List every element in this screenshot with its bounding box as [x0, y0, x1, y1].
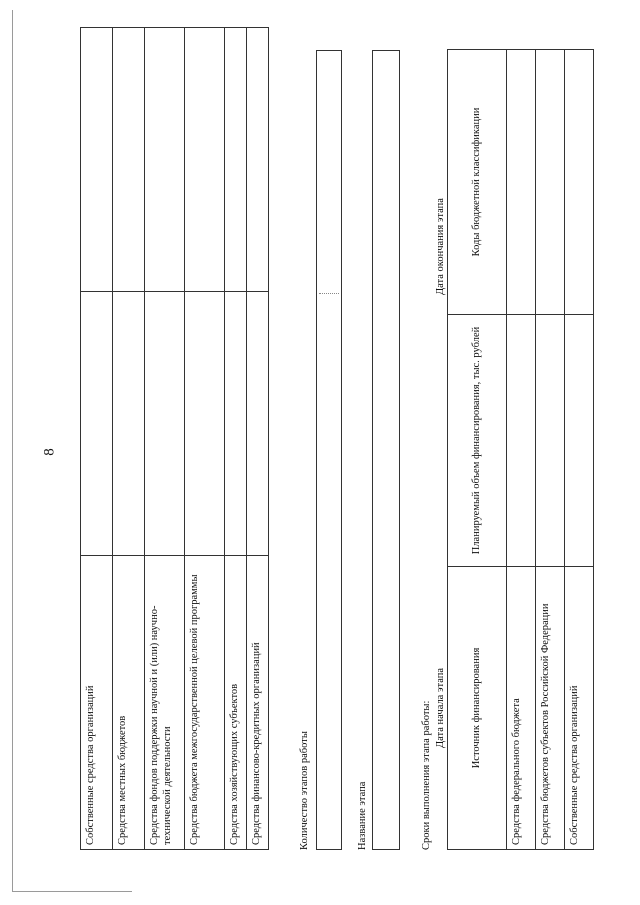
rotated-form-content — [80, 50, 600, 850]
table-cell[interactable] — [507, 50, 536, 315]
table-cell[interactable] — [81, 292, 113, 556]
table-row — [145, 28, 185, 850]
stages-count-field[interactable] — [316, 50, 342, 850]
table-cell[interactable] — [145, 292, 185, 556]
table-cell[interactable] — [565, 50, 594, 315]
row-label: Средства бюджета межгосударственной целевой программы — [185, 556, 225, 850]
bottom-rule — [12, 891, 132, 892]
row-label: Средства финансово-кредитных организаций — [247, 556, 269, 850]
stage-name-label: Название этапа — [357, 781, 368, 850]
table-row — [81, 28, 113, 850]
table-cell[interactable] — [536, 315, 565, 567]
funding-table — [447, 49, 594, 850]
date-end-label: Дата окончания этапа — [435, 198, 446, 295]
table-row — [247, 28, 269, 850]
column-header: Источник финансирования — [448, 567, 507, 850]
table-row — [507, 50, 536, 850]
row-label: Собственные средства организаций — [81, 556, 113, 850]
row-label: Собственные средства организаций — [565, 567, 594, 850]
column-header: Коды бюджетной классификации — [448, 50, 507, 315]
table-cell[interactable] — [113, 28, 145, 292]
sources-table — [80, 27, 269, 850]
table-cell[interactable] — [247, 292, 269, 556]
table-row — [225, 28, 247, 850]
row-label: Средства фондов поддержки научной и (или) научно-технической деятельности — [145, 556, 185, 850]
table-cell[interactable] — [113, 292, 145, 556]
table-cell[interactable] — [225, 28, 247, 292]
table-cell[interactable] — [225, 292, 247, 556]
table-cell[interactable] — [247, 28, 269, 292]
column-header: Планируемый объем финансирования, тыс. рублей — [448, 315, 507, 567]
row-label: Средства бюджетов субъектов Российской Федерации — [536, 567, 565, 850]
stage-name-field[interactable] — [372, 50, 400, 850]
table-row — [565, 50, 594, 850]
date-start-label: Дата начала этапа — [435, 668, 446, 748]
row-label: Средства хозяйствующих субъектов — [225, 556, 247, 850]
table-cell[interactable] — [185, 292, 225, 556]
table-header-row — [448, 50, 507, 850]
table-row — [113, 28, 145, 850]
row-label: Средства федерального бюджета — [507, 567, 536, 850]
table-row — [536, 50, 565, 850]
stages-count-label: Количество этапов работы — [299, 731, 310, 850]
table-cell[interactable] — [536, 50, 565, 315]
row-label: Средства местных бюджетов — [113, 556, 145, 850]
table-cell[interactable] — [81, 28, 113, 292]
table-row — [185, 28, 225, 850]
dates-label: Сроки выполнения этапа работы: — [421, 700, 432, 850]
table-cell[interactable] — [185, 28, 225, 292]
table-cell[interactable] — [145, 28, 185, 292]
dotted-divider — [319, 293, 339, 294]
table-cell[interactable] — [507, 315, 536, 567]
table-cell[interactable] — [565, 315, 594, 567]
page-number: 8 — [41, 448, 58, 456]
